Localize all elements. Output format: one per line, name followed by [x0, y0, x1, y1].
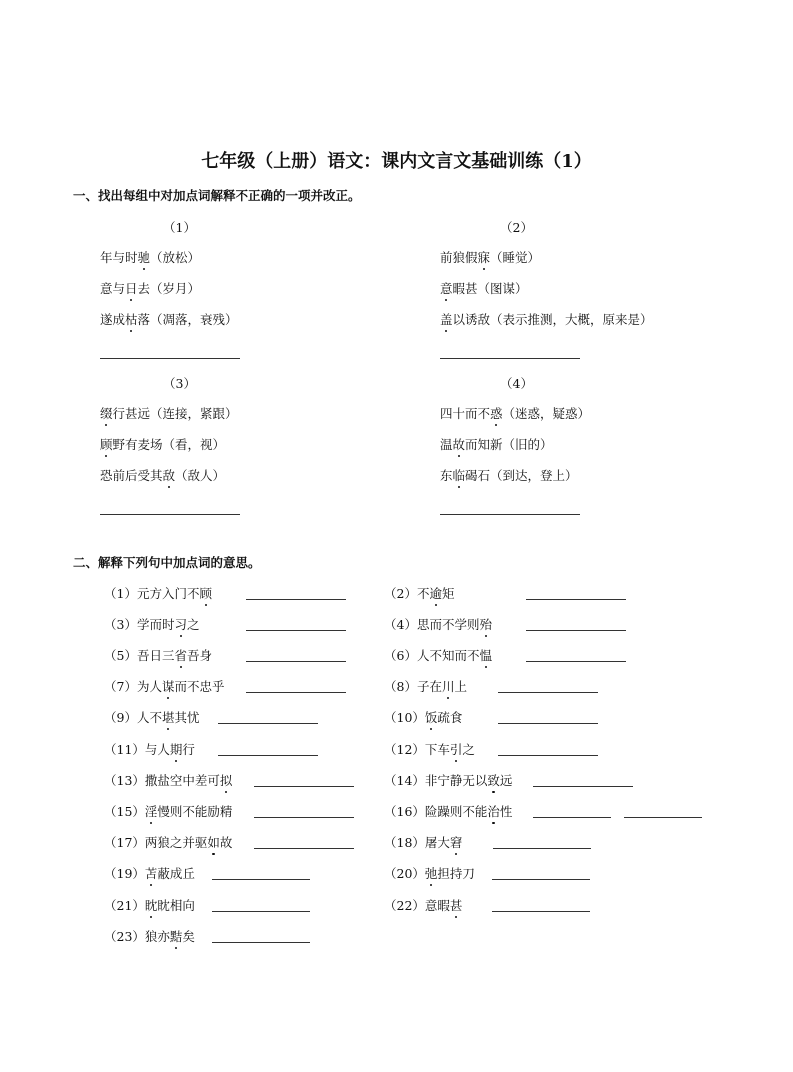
item-text: （16）险躁则不能 [384, 804, 488, 819]
dotted-word: 省 [174, 648, 187, 663]
dotted-word: 惑 [490, 406, 503, 421]
group-item [100, 310, 238, 328]
answer-line[interactable] [624, 817, 702, 818]
answer-line[interactable] [246, 599, 346, 600]
item-text: （21） [104, 898, 145, 913]
item-text: 恐前后受其 [100, 468, 163, 483]
question-item [384, 833, 462, 851]
item-text: （4）思而不学则 [384, 617, 480, 632]
item-text: 远 [499, 773, 513, 788]
item-text: （1）元方入门不 [104, 586, 200, 601]
group-item [440, 466, 578, 484]
dotted-word: 枯 [125, 312, 138, 327]
answer-line[interactable] [254, 848, 354, 849]
item-text: 意与 [100, 281, 126, 296]
item-text: （22）意暇 [384, 898, 450, 913]
dotted-word: 治 [487, 804, 500, 819]
question-item [104, 771, 232, 789]
item-text: （18）屠大 [384, 835, 450, 850]
group-item [440, 435, 553, 453]
question-item [104, 584, 212, 602]
item-text: （17）两狼之并驱 [104, 835, 208, 850]
dotted-word: 意 [440, 281, 453, 296]
item-text: 落（凋落，衰残） [137, 312, 238, 327]
item-text: 慢则不能励精 [157, 804, 233, 819]
item-text: （23）狼亦 [104, 929, 170, 944]
answer-line[interactable] [498, 755, 598, 756]
item-text: 行甚远（连接，紧跟） [112, 406, 238, 421]
dotted-word: 敌 [162, 468, 176, 483]
group-item [440, 279, 528, 297]
question-item [384, 646, 492, 664]
dotted-word: 愠 [479, 648, 492, 663]
answer-line[interactable] [100, 514, 240, 515]
answer-line[interactable] [526, 630, 626, 631]
item-text: 以诱敌（表示推测，大概，原来是） [452, 312, 653, 327]
dotted-word: 眈 [144, 898, 158, 913]
answer-line[interactable] [533, 786, 633, 787]
dotted-word: 期 [169, 742, 183, 757]
dotted-word: 殆 [479, 617, 492, 632]
dotted-word: 寐 [477, 250, 491, 265]
question-item [384, 771, 512, 789]
answer-line[interactable] [218, 723, 318, 724]
answer-line[interactable] [212, 879, 310, 880]
dotted-word: 苫 [144, 866, 158, 881]
item-text: 碣石（到达，登上） [465, 468, 578, 483]
item-text: 行 [182, 742, 195, 757]
answer-line[interactable] [246, 692, 346, 693]
answer-line[interactable] [526, 661, 626, 662]
item-text: 遂成 [100, 312, 126, 327]
item-text: 性 [499, 804, 513, 819]
item-text: （12）下车 [384, 742, 450, 757]
dotted-word: 顾 [100, 437, 113, 452]
answer-line[interactable] [246, 661, 346, 662]
dotted-word: 临 [452, 468, 466, 483]
item-text: （迷惑，疑惑） [502, 406, 591, 421]
answer-line[interactable] [254, 817, 354, 818]
dotted-word: 淫 [144, 804, 158, 819]
item-text: 去（岁月） [137, 281, 201, 296]
question-item [384, 708, 462, 726]
dotted-word: 日 [125, 281, 138, 296]
item-text: （10） [384, 710, 425, 725]
section2-heading: 二、解释下列句中加点词的意思。 [73, 555, 261, 570]
item-text: （3）学而时 [104, 617, 175, 632]
item-text: （20） [384, 866, 425, 881]
group-item [100, 404, 238, 422]
answer-line[interactable] [100, 358, 240, 359]
item-text: （7）为人 [104, 679, 162, 694]
item-text: 故 [219, 835, 233, 850]
group-item [440, 248, 540, 266]
answer-line[interactable] [246, 630, 346, 631]
item-text: （5）吾日三 [104, 648, 175, 663]
item-text: （2）不 [384, 586, 430, 601]
item-text: 野有麦场（看，视） [112, 437, 226, 452]
group-number: （3） [163, 376, 196, 391]
dotted-word: 致 [487, 773, 500, 788]
group-item [440, 404, 590, 422]
group-item [440, 310, 653, 328]
item-text: （14）非宁静无以 [384, 773, 488, 788]
dotted-word: 习 [174, 617, 187, 632]
question-item [104, 646, 212, 664]
item-text: 之 [186, 617, 200, 632]
item-text: （15） [104, 804, 145, 819]
item-text: 而知新（旧的） [465, 437, 553, 452]
dotted-word: 缀 [100, 406, 113, 421]
section1-heading: 一、找出每组中对加点词解释不正确的一项并改正。 [73, 188, 361, 203]
dotted-word: 驰 [137, 250, 151, 265]
item-text: 矩 [441, 586, 455, 601]
dotted-word: 黠 [169, 929, 183, 944]
answer-line[interactable] [218, 755, 318, 756]
answer-line[interactable] [440, 514, 580, 515]
item-text: （放松） [150, 250, 201, 265]
item-text: （11）与人 [104, 742, 170, 757]
question-item [104, 864, 195, 882]
dotted-word: 堪 [161, 710, 175, 725]
question-item [104, 833, 232, 851]
question-item [384, 896, 462, 914]
answer-line[interactable] [492, 911, 590, 912]
item-text: 暇甚（图谋） [452, 281, 528, 296]
dotted-word: 甚 [449, 898, 463, 913]
answer-line[interactable] [440, 358, 580, 359]
item-text: （8）子在 [384, 679, 442, 694]
question-item [104, 677, 224, 695]
question-item [104, 740, 195, 758]
item-text: 蔽成丘 [157, 866, 195, 881]
answer-line[interactable] [254, 786, 354, 787]
item-text: 而不忠乎 [174, 679, 225, 694]
group-item [100, 466, 225, 484]
item-text: 温 [440, 437, 453, 452]
dotted-word: 饭 [424, 710, 438, 725]
answer-line[interactable] [498, 723, 598, 724]
item-text: 其忧 [174, 710, 200, 725]
question-item [104, 927, 195, 945]
question-item [384, 677, 467, 695]
item-text: （6）人不知而不 [384, 648, 480, 663]
dotted-word: 川 [441, 679, 455, 694]
item-text: 四十而不 [440, 406, 491, 421]
answer-line[interactable] [492, 879, 590, 880]
question-item [104, 896, 195, 914]
group-number: （2） [500, 220, 533, 235]
dotted-word: 顾 [199, 586, 212, 601]
item-text: （敌人） [175, 468, 226, 483]
dotted-word: 窘 [449, 835, 463, 850]
dotted-word: 引 [449, 742, 463, 757]
dotted-word: 谋 [161, 679, 175, 694]
group-item [100, 248, 200, 266]
question-item [384, 615, 492, 633]
item-text: （19） [104, 866, 145, 881]
question-item [384, 864, 475, 882]
item-text: 吾身 [186, 648, 212, 663]
item-text: （9）人不 [104, 710, 162, 725]
item-text: 眈相向 [157, 898, 195, 913]
item-text: 担持刀 [437, 866, 475, 881]
item-text: 矣 [182, 929, 195, 944]
item-text: 之 [462, 742, 475, 757]
dotted-word: 弛 [424, 866, 438, 881]
item-text: 上 [454, 679, 467, 694]
answer-line[interactable] [526, 599, 626, 600]
answer-line[interactable] [498, 692, 598, 693]
group-number: （4） [500, 376, 533, 391]
question-item [384, 740, 475, 758]
answer-line[interactable] [212, 911, 310, 912]
page-title: 七年级（上册）语文：课内文言文基础训练（1） [201, 151, 592, 172]
group-item [100, 435, 225, 453]
question-item [104, 802, 232, 820]
item-text: 前狼假 [440, 250, 478, 265]
answer-line[interactable] [212, 942, 310, 943]
question-item [104, 708, 199, 726]
dotted-word: 拟 [219, 773, 233, 788]
item-text: （睡觉） [490, 250, 541, 265]
dotted-word: 故 [452, 437, 466, 452]
group-number: （1） [163, 220, 196, 235]
answer-line[interactable] [533, 817, 611, 818]
item-text: 东 [440, 468, 453, 483]
answer-line[interactable] [493, 848, 591, 849]
dotted-word: 如 [207, 835, 220, 850]
item-text: （13）撒盐空中差可 [104, 773, 220, 788]
dotted-word: 盖 [440, 312, 453, 327]
dotted-word: 逾 [429, 586, 442, 601]
question-item [104, 615, 199, 633]
item-text: 疏食 [437, 710, 463, 725]
question-item [384, 584, 454, 602]
group-item [100, 279, 200, 297]
item-text: 年与时 [100, 250, 138, 265]
question-item [384, 802, 512, 820]
